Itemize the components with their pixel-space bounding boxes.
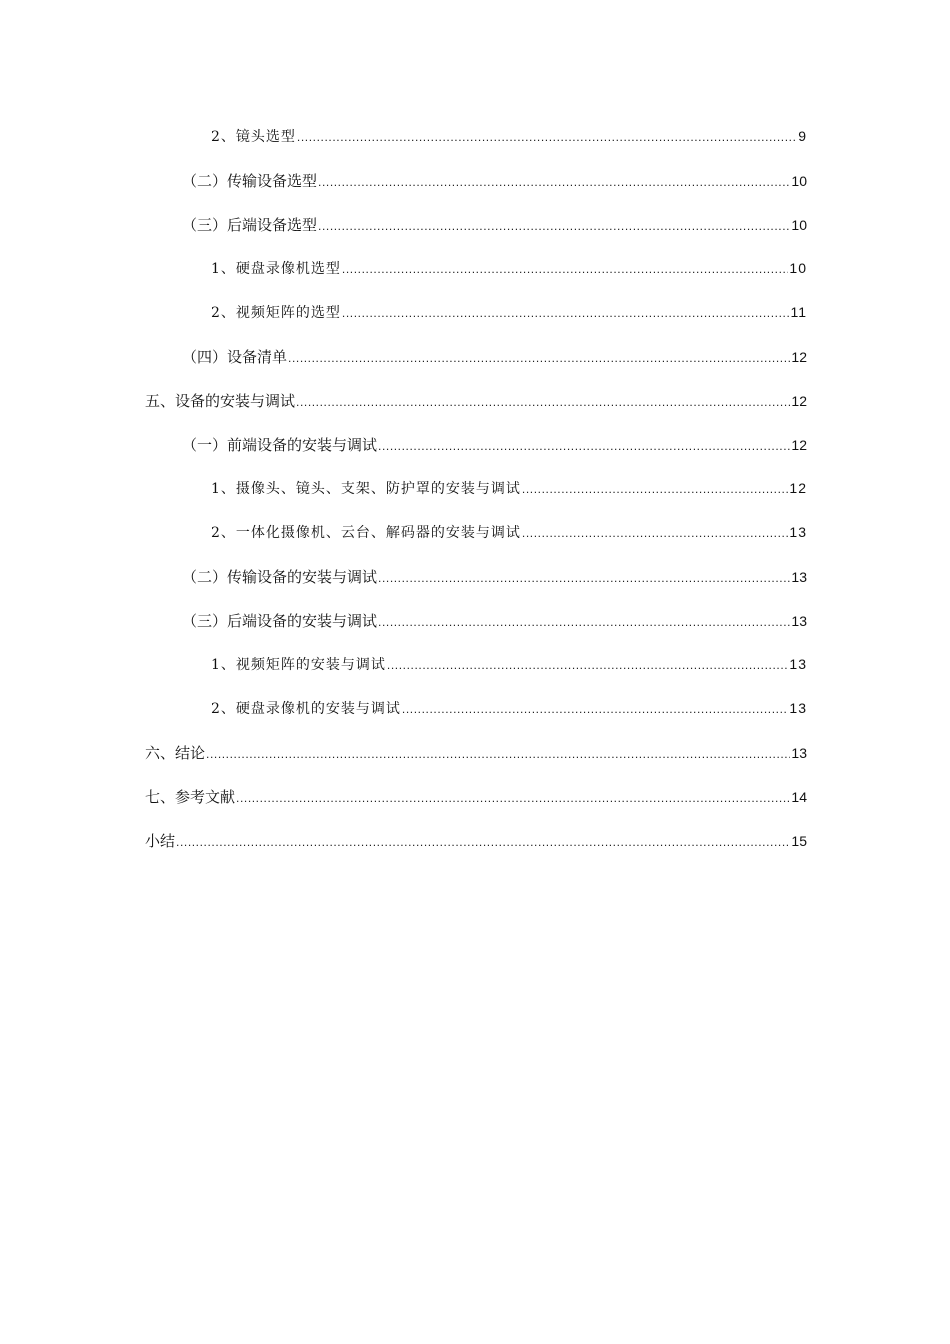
toc-dot-leader — [342, 262, 789, 276]
toc-dot-leader — [318, 175, 790, 189]
toc-dot-leader — [176, 835, 790, 849]
toc-entry-title: 1、视频矩阵的安装与调试 — [211, 657, 386, 673]
toc-entry-page: 11 — [790, 304, 807, 320]
toc-entry[interactable] — [145, 346, 807, 390]
toc-entry-title: 五、设备的安装与调试 — [145, 392, 296, 410]
toc-dot-leader — [342, 306, 790, 320]
toc-entry-title: 2、镜头选型 — [211, 129, 296, 145]
table-of-contents — [145, 126, 807, 874]
toc-entry-page: 13 — [791, 613, 807, 629]
toc-entry-page: 9 — [798, 128, 807, 144]
toc-entry-title: （一）前端设备的安装与调试 — [182, 436, 378, 454]
toc-entry-title: 1、摄像头、镜头、支架、防护罩的安装与调试 — [211, 481, 521, 497]
toc-entry[interactable] — [145, 522, 807, 566]
toc-entry-page: 12 — [789, 480, 807, 496]
toc-dot-leader — [288, 351, 790, 365]
toc-dot-leader — [296, 395, 790, 409]
toc-entry[interactable] — [145, 126, 807, 170]
toc-entry[interactable] — [145, 610, 807, 654]
toc-dot-leader — [522, 526, 789, 540]
toc-entry-title: 2、硬盘录像机的安装与调试 — [211, 701, 401, 717]
toc-entry-page: 10 — [789, 260, 807, 276]
toc-entry[interactable] — [145, 258, 807, 302]
toc-entry-title: 小结 — [145, 832, 176, 850]
toc-entry-page: 13 — [791, 745, 807, 761]
toc-entry-title: （二）传输设备选型 — [182, 172, 318, 190]
toc-entry-page: 15 — [791, 833, 807, 849]
toc-entry-page: 13 — [791, 569, 807, 585]
toc-dot-leader — [318, 219, 790, 233]
toc-dot-leader — [522, 482, 789, 496]
toc-entry-title: 六、结论 — [145, 744, 206, 762]
toc-dot-leader — [236, 791, 790, 805]
toc-entry-title: （三）后端设备的安装与调试 — [182, 612, 378, 630]
toc-entry[interactable] — [145, 170, 807, 214]
toc-entry[interactable] — [145, 390, 807, 434]
toc-entry-title: 七、参考文献 — [145, 788, 236, 806]
toc-entry-page: 13 — [789, 656, 807, 672]
toc-entry-title: （三）后端设备选型 — [182, 216, 318, 234]
toc-entry[interactable] — [145, 302, 807, 346]
toc-entry[interactable] — [145, 434, 807, 478]
toc-entry-title: 2、视频矩阵的选型 — [211, 305, 341, 321]
toc-dot-leader — [297, 130, 797, 144]
toc-entry[interactable] — [145, 830, 807, 874]
toc-dot-leader — [402, 702, 789, 716]
toc-entry-page: 12 — [791, 437, 807, 453]
toc-entry-page: 10 — [791, 173, 807, 189]
toc-entry-title: 2、一体化摄像机、云台、解码器的安装与调试 — [211, 525, 521, 541]
toc-dot-leader — [206, 747, 790, 761]
toc-entry-page: 13 — [789, 700, 807, 716]
toc-dot-leader — [387, 658, 789, 672]
toc-dot-leader — [378, 439, 790, 453]
toc-dot-leader — [378, 571, 790, 585]
toc-entry-title: （四）设备清单 — [182, 348, 288, 366]
toc-entry-page: 12 — [791, 393, 807, 409]
toc-entry[interactable] — [145, 214, 807, 258]
toc-entry-title: 1、硬盘录像机选型 — [211, 261, 341, 277]
toc-entry[interactable] — [145, 478, 807, 522]
toc-entry-page: 14 — [791, 789, 807, 805]
toc-entry-page: 10 — [791, 217, 807, 233]
toc-entry-title: （二）传输设备的安装与调试 — [182, 568, 378, 586]
toc-entry-page: 13 — [789, 524, 807, 540]
toc-dot-leader — [378, 615, 790, 629]
toc-entry[interactable] — [145, 698, 807, 742]
toc-entry[interactable] — [145, 654, 807, 698]
toc-entry[interactable] — [145, 786, 807, 830]
toc-entry-page: 12 — [791, 349, 807, 365]
toc-entry[interactable] — [145, 566, 807, 610]
toc-entry[interactable] — [145, 742, 807, 786]
